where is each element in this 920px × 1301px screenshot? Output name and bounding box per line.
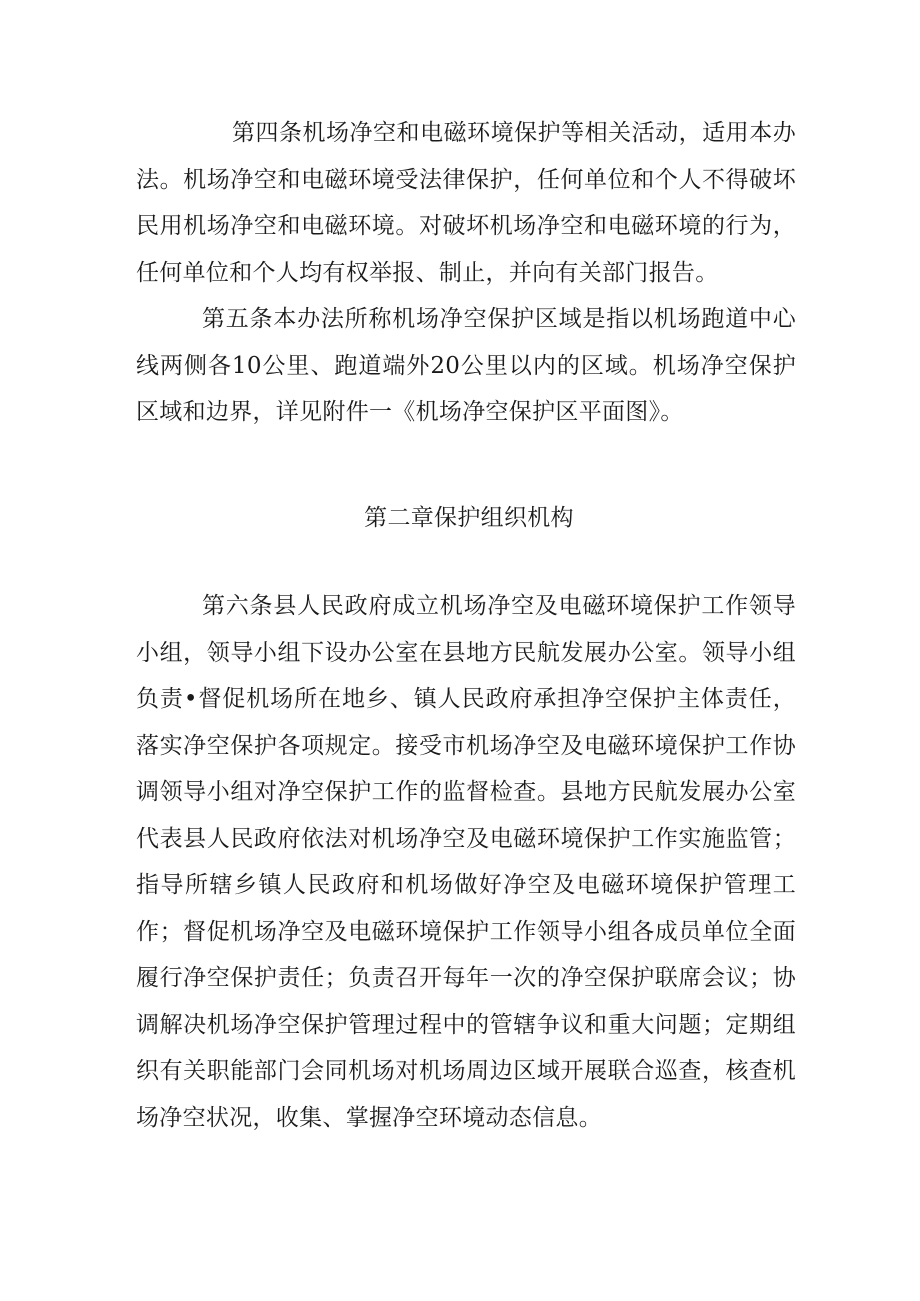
article-4-paragraph: 第四条机场净空和电磁环境保护等相关活动，适用本办法。机场净空和电磁环境受法律保护，任何单位和个人不得破坏民用机场净空和电磁环境。对破坏机场净空和电磁环境的行为，任何单位和个人均有权举报、制止，并向有关部门报告。 [136,120,796,286]
article-6-paragraph: 第六条县人民政府成立机场净空及电磁环境保护工作领导小组，领导小组下设办公室在县地方民航发展办公室。领导小组负责•督促机场所在地乡、镇人民政府承担净空保护主体责任，落实净空保护各项规定。接受市机场净空及电磁环境保护工作协调领导小组对净空保护工作的监督检查。县地方民航发展办公室代表县人民政府依法对机场净空及电磁环境保护工作实施监管；指导所辖乡镇人民政府和机场做好净空及电磁环境保护管理工作；督促机场净空及电磁环境保护工作领导小组各成员单位全面履行净空保护责任；负责召开每年一次的净空保护联席会议；协调解决机场净空保护管理过程中的管辖争议和重大问题；定期组织有关职能部门会同机场对机场周边区域开展联合巡查，核查机场净空状况，收集、掌握净空环境动态信息。 [136,593,796,1131]
article-5-paragraph: 第五条本办法所称机场净空保护区域是指以机场跑道中心线两侧各10公里、跑道端外20公里以内的区域。机场净空保护区域和边界，详见附件一《机场净空保护区平面图》。 [136,306,796,425]
chapter-2-heading: 第二章保护组织机构 [364,505,574,531]
